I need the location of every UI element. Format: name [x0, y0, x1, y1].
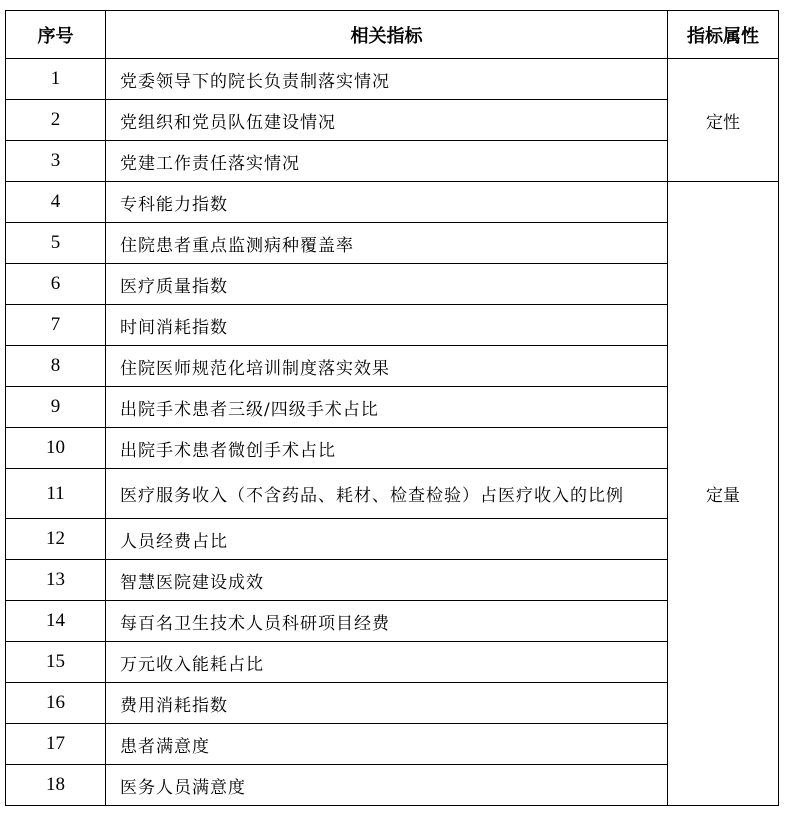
row-indicator: 费用消耗指数: [106, 683, 668, 724]
row-index: 3: [6, 141, 106, 182]
table-row: [6, 305, 779, 346]
row-index: 17: [6, 724, 106, 765]
row-index: 8: [6, 346, 106, 387]
table-row: [6, 724, 779, 765]
row-indicator: 患者满意度: [106, 724, 668, 765]
row-index: 18: [6, 765, 106, 806]
table-row: [6, 601, 779, 642]
table-row: [6, 100, 779, 141]
row-index: 5: [6, 223, 106, 264]
row-indicator: 党组织和党员队伍建设情况: [106, 100, 668, 141]
row-indicator: 党委领导下的院长负责制落实情况: [106, 59, 668, 100]
row-indicator: 每百名卫生技术人员科研项目经费: [106, 601, 668, 642]
row-indicator: 住院患者重点监测病种覆盖率: [106, 223, 668, 264]
header-row: [6, 11, 779, 59]
group-attribute: 定量: [668, 182, 779, 806]
header-index: 序号: [6, 11, 106, 59]
table-body: [6, 59, 779, 806]
table-row: [6, 765, 779, 806]
row-index: 11: [6, 469, 106, 519]
row-index: 1: [6, 59, 106, 100]
table-row: [6, 223, 779, 264]
row-index: 7: [6, 305, 106, 346]
table-row: [6, 346, 779, 387]
table-row: [6, 519, 779, 560]
row-indicator: 出院手术患者微创手术占比: [106, 428, 668, 469]
row-index: 4: [6, 182, 106, 223]
table-row: [6, 683, 779, 724]
header-indicator: 相关指标: [106, 11, 668, 59]
row-index: 13: [6, 560, 106, 601]
row-index: 14: [6, 601, 106, 642]
header-attribute: 指标属性: [668, 11, 779, 59]
table-row: [6, 264, 779, 305]
row-index: 9: [6, 387, 106, 428]
row-indicator: 万元收入能耗占比: [106, 642, 668, 683]
row-indicator: 人员经费占比: [106, 519, 668, 560]
row-indicator: 医疗质量指数: [106, 264, 668, 305]
table-row: [6, 59, 779, 100]
row-indicator: 住院医师规范化培训制度落实效果: [106, 346, 668, 387]
row-index: 6: [6, 264, 106, 305]
row-indicator: 党建工作责任落实情况: [106, 141, 668, 182]
table-row: [6, 182, 779, 223]
row-indicator: 智慧医院建设成效: [106, 560, 668, 601]
table-row: [6, 428, 779, 469]
row-indicator: 专科能力指数: [106, 182, 668, 223]
row-indicator: 医疗服务收入（不含药品、耗材、检查检验）占医疗收入的比例: [106, 469, 668, 519]
row-indicator: 出院手术患者三级/四级手术占比: [106, 387, 668, 428]
group-attribute: 定性: [668, 59, 779, 182]
row-index: 12: [6, 519, 106, 560]
table-row: [6, 642, 779, 683]
row-index: 2: [6, 100, 106, 141]
table-row: [6, 387, 779, 428]
row-indicator: 时间消耗指数: [106, 305, 668, 346]
table-row: [6, 141, 779, 182]
table-row: [6, 469, 779, 519]
row-index: 16: [6, 683, 106, 724]
row-index: 15: [6, 642, 106, 683]
indicator-table: [5, 10, 779, 806]
row-indicator: 医务人员满意度: [106, 765, 668, 806]
row-index: 10: [6, 428, 106, 469]
table-row: [6, 560, 779, 601]
